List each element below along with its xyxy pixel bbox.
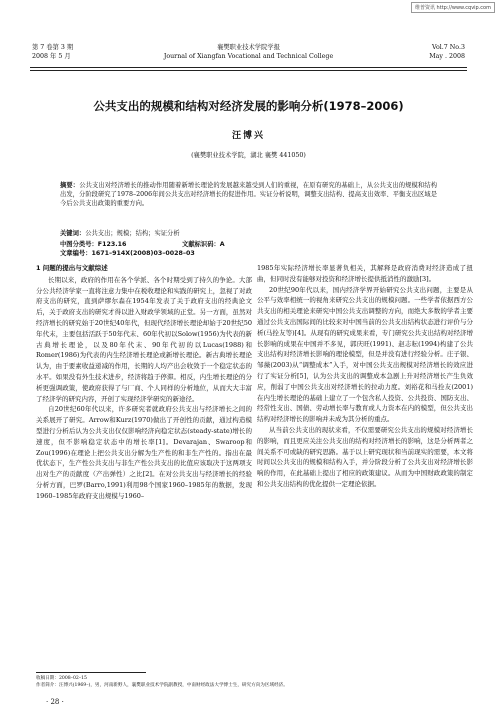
date-cn: 2008 年 5 月 [32,53,71,60]
right-paragraph-1: 1985年实际经济增长率显著负相关，其解释是政府消费对经济造成了扭曲，但同时没有能够对投资和经济增长提供抵消性的激励[3]。 [257,264,473,283]
abstract-label: 摘要： [60,182,80,189]
page-number: · 28 · [46,698,64,706]
author-bio: 作者简介：汪博兴(1969–)，男，河南新野人，襄樊职业技术学院副教授，中南财经政法大学博士生，研究方向为区域经济。 [36,683,288,688]
received-date: 收稿日期：2008–02–15 [36,676,87,681]
right-paragraph-2: 20世纪90年代以来，国内经济学界开始研究公共支出问题，主要是从公平与效率相统一的视角来研究公共支出的规模问题。一些学者依据西方公共支出的相关理论来研究中国公共支出调整的方向，而绝大多数的学者主要通过公共支出国际间的比较来对中国当前的公共支出结构状态进行评价与分析(马拴友等)[4]。从现有的研究成果来看，专门研究公共支出结构对经济增长影响的成果在中国并不多见，郭庆旺(1991)、赵志耘(1994)构建了公共支出结构对经济增长影响的理论模型，但是并没有进行经验分析。庄子银、邹薇(2003)从“调整成本”入手，对中国公共支出规模对经济增长的效应进行了实证分析[5]，认为公共支出的调整成本急剧上升对经济增长产生负效应，削弱了中国公共支出对经济增长的拉动力度。刘裕花和马拴友(2001)在内生增长理论的基础上建立了一个包含私人投资、公共投资、国防支出、经常性支出、国债、劳动增长率与教育或人力资本在内的模型，但公共支出结构对经济增长的影响并未成为其分析的重点。 [257,285,473,424]
keywords-label: 关键词： [60,230,86,237]
section-heading: 1 问题的提出与文献综述 [36,264,108,272]
abstract [60,181,437,209]
keywords-text: 公共支出；规模；结构；实证分析 [85,230,180,237]
left-paragraph-1: 长期以来，政府的作用在各个学派、各个时期受到了持久的争论。大部分公共经济学家一直将注意力集中在税收理论和实践的研究上，忽视了对政府支出的研究，直到萨缪尔森在1954年发表了关于政府支出的经典论文后，关于政府支出的研究才得以进入财政学领域的正堂。另一方面，虽然对经济增长的研究始于20世纪40年代，但现代经济增长理论却始于20世纪50年代末，主要包括活跃于50年代末、60年代初以Solow(1956)为代表的新古典增长理论，以及80年代末、90年代初的以Lucas(1988)和Romer(1986)为代表的内生经济增长理论或新增长理论。新古典增长理论认为，由于要素收益递减的作用，长期的人均产出会收敛于一个稳定状态的水平。如果没有外生技术进步，经济将趋于停滞。相反，内生增长理论的分析更强调政策，使政府获得了与厂商、个人同样的分析地位，从而大大丰富了经济学的研究内容，开创了实现经济学研究的新途径。 [36,275,252,403]
left-column [36,263,252,502]
date-en: May . 2008 [429,53,465,60]
watermark: 维普资讯 http://www.cqvip.com [411,2,495,13]
classification-line [60,239,437,257]
abstract-text: 公共支出对经济增长的推动作用随着新增长理论的发展越来越受到人们的重视，在原有研究的基础上，从公共支出的规模和结构出发，分阶段研究了1978–2006年间公共支出对经济增长的促进作用。实证分析说明，调整支出结构、提高支出效率、平衡支出区域是今后公共支出政策的重要方向。 [60,182,438,208]
footnote-rule [36,672,146,673]
footnote [36,675,461,689]
volume-en: Vol.7 No.3 [432,44,465,51]
header-center [10,43,487,61]
header-rule-thick [30,67,467,68]
affiliation: (襄樊职业技术学院，湖北 襄樊 441050) [191,152,306,159]
article-title: 公共支出的规模和结构对经济发展的影响分析(1978–2006) [93,99,404,113]
author: 汪博兴 [231,131,265,141]
keywords [60,228,180,237]
clc-number: 中图分类号：F123.16 [60,241,127,248]
header-rule-thin [30,70,467,71]
left-paragraph-2: 自20世纪60年代以来，许多研究者就政府公共支出与经济增长之间的关系展开了研究。Arrow和Kurz(1970)做出了开创性的贡献，通过构造模型进行分析后认为公共支出仅仅影响经济向稳定状态(steady-state)增长的速度，但不影响稳定状态中的增长率[1]。Devarajan、Swaroop和Zou(1996)在理论上把公共支出分解为生产性的和非生产性的。指出在最优状态下，生产性公共支出与非生产性公共支出的比值应该取决于这两项支出对生产的贡献度（产出弹性）之比[2]。在对公共支出与经济增长的经验分析方面，巴罗(Barro,1991)利用98个国家1960–1985年的数据，发现1960–1985年政府支出规模与1960– [36,405,252,500]
journal-cn: 襄樊职业技术学院学报 [217,44,280,51]
document-code: 文献标识码：A [182,241,225,248]
header-right [429,43,465,61]
journal-en: Journal of Xiangfan Vocational and Technical College [163,53,334,60]
right-column [257,263,473,490]
article-number: 文章编号：1671–914X(2008)03–0028–03 [60,250,195,257]
volume-cn: 第 7 卷第 3 期 [32,44,74,51]
right-paragraph-3: 从当前公共支出的现状来看，不仅需要研究公共支出的规模对经济增长的影响，而且更应关注公共支出的结构对经济增长的影响，这是分析两者之间关系不可或缺的研究思路。基于以上研究现状和当前现实的需要，本文将时间以公共支出的规模和结构入手，并分阶段分析了公共支出对经济增长影响的作用，在此基础上提出了相应的政策建议。从而为中国财政政策的制定和公共支出结构的优化提供一定理论依据。 [257,425,473,488]
